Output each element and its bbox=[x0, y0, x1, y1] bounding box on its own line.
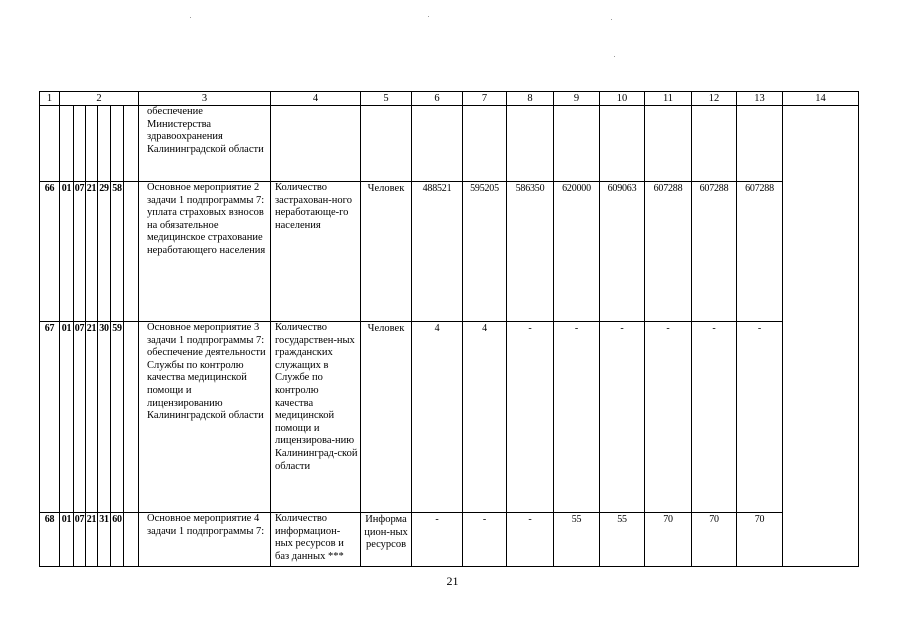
code-cell bbox=[60, 106, 74, 182]
continuation-row bbox=[40, 106, 859, 182]
event-name: Основное мероприятие 4 задачи 1 подпрограммы 7: bbox=[139, 513, 271, 567]
indicator-name: Количество застрахован-ного неработающе-го населения bbox=[271, 182, 361, 322]
value: 4 bbox=[463, 322, 507, 513]
value: - bbox=[507, 513, 554, 567]
header-col-6: 6 bbox=[412, 92, 463, 106]
code-segment: 01 bbox=[60, 182, 74, 322]
code-segment: 21 bbox=[86, 182, 98, 322]
value: 607288 bbox=[645, 182, 692, 322]
code-segment: 58 bbox=[111, 182, 124, 322]
code-cell bbox=[98, 106, 111, 182]
value-cell bbox=[692, 106, 737, 182]
code-segment: 59 bbox=[111, 322, 124, 513]
header-col-7: 7 bbox=[463, 92, 507, 106]
indicator-name: Количество государствен-ных гражданских служащих в Службе по контролю качества медицинской помощи и лицензирова-нию Калининград-ской области bbox=[271, 322, 361, 513]
code-segment: 60 bbox=[111, 513, 124, 567]
code-segment: 29 bbox=[98, 182, 111, 322]
col14-cell bbox=[783, 513, 859, 567]
header-col-11: 11 bbox=[645, 92, 692, 106]
code-segment: 07 bbox=[74, 513, 86, 567]
code-segment: 07 bbox=[74, 322, 86, 513]
code-cell bbox=[124, 182, 139, 322]
value-cell bbox=[412, 106, 463, 182]
value: - bbox=[692, 322, 737, 513]
header-col-13: 13 bbox=[737, 92, 783, 106]
program-table bbox=[39, 91, 859, 567]
header-row bbox=[40, 92, 859, 106]
value: 55 bbox=[600, 513, 645, 567]
value: 55 bbox=[554, 513, 600, 567]
code-segment: 31 bbox=[98, 513, 111, 567]
code-cell bbox=[40, 106, 60, 182]
value: - bbox=[463, 513, 507, 567]
value: 620000 bbox=[554, 182, 600, 322]
header-col-3: 3 bbox=[139, 92, 271, 106]
value: - bbox=[600, 322, 645, 513]
code-segment: 01 bbox=[60, 322, 74, 513]
row-number: 66 bbox=[40, 182, 60, 322]
value: 607288 bbox=[692, 182, 737, 322]
code-cell bbox=[124, 513, 139, 567]
table-row bbox=[40, 322, 859, 513]
header-col-8: 8 bbox=[507, 92, 554, 106]
value-cell bbox=[554, 106, 600, 182]
event-name: Основное мероприятие 2 задачи 1 подпрограммы 7: уплата страховых взносов на обязательное медицинское страхование неработающего населения bbox=[139, 182, 271, 322]
value: 586350 bbox=[507, 182, 554, 322]
value: 4 bbox=[412, 322, 463, 513]
value-cell bbox=[507, 106, 554, 182]
header-col-9: 9 bbox=[554, 92, 600, 106]
value: 70 bbox=[737, 513, 783, 567]
code-segment: 07 bbox=[74, 182, 86, 322]
scan-speck bbox=[614, 56, 615, 57]
page-number: 21 bbox=[446, 574, 459, 588]
unit: Человек bbox=[361, 322, 412, 513]
continuation-text: обеспечение Министерства здравоохранения Калининградской области bbox=[139, 106, 271, 182]
value-cell bbox=[463, 106, 507, 182]
code-segment: 21 bbox=[86, 513, 98, 567]
header-col-4: 4 bbox=[271, 92, 361, 106]
event-name: Основное мероприятие 3 задачи 1 подпрограммы 7: обеспечение деятельности Службы по контролю качества медицинской помощи и лицензированию Калининградской области bbox=[139, 322, 271, 513]
scan-speck bbox=[190, 17, 191, 18]
col14-cell bbox=[783, 182, 859, 322]
header-col-2: 2 bbox=[60, 92, 139, 106]
value: 70 bbox=[645, 513, 692, 567]
row-number: 67 bbox=[40, 322, 60, 513]
code-cell bbox=[86, 106, 98, 182]
row-number: 68 bbox=[40, 513, 60, 567]
value: - bbox=[412, 513, 463, 567]
value: 488521 bbox=[412, 182, 463, 322]
col14-cell bbox=[783, 322, 859, 513]
value: 595205 bbox=[463, 182, 507, 322]
code-segment: 01 bbox=[60, 513, 74, 567]
code-segment: 30 bbox=[98, 322, 111, 513]
indicator-name: Количество информацион-ных ресурсов и баз данных *** bbox=[271, 513, 361, 567]
unit: Человек bbox=[361, 182, 412, 322]
header-col-10: 10 bbox=[600, 92, 645, 106]
table-row bbox=[40, 513, 859, 567]
value: 70 bbox=[692, 513, 737, 567]
scan-speck bbox=[611, 19, 612, 20]
table-row bbox=[40, 182, 859, 322]
header-col-5: 5 bbox=[361, 92, 412, 106]
value: 609063 bbox=[600, 182, 645, 322]
code-segment: 21 bbox=[86, 322, 98, 513]
code-cell bbox=[124, 106, 139, 182]
header-col-1: 1 bbox=[40, 92, 60, 106]
code-cell bbox=[74, 106, 86, 182]
unit-cell bbox=[361, 106, 412, 182]
col14-cell bbox=[783, 106, 859, 182]
scan-speck bbox=[428, 16, 429, 17]
indicator-cell bbox=[271, 106, 361, 182]
value: - bbox=[645, 322, 692, 513]
value-cell bbox=[600, 106, 645, 182]
value-cell bbox=[645, 106, 692, 182]
value-cell bbox=[737, 106, 783, 182]
value: - bbox=[737, 322, 783, 513]
code-cell bbox=[124, 322, 139, 513]
value: - bbox=[507, 322, 554, 513]
header-col-14: 14 bbox=[783, 92, 859, 106]
value: 607288 bbox=[737, 182, 783, 322]
unit: Информа цион-ных ресурсов bbox=[361, 513, 412, 567]
value: - bbox=[554, 322, 600, 513]
program-table-container bbox=[39, 91, 859, 567]
header-col-12: 12 bbox=[692, 92, 737, 106]
code-cell bbox=[111, 106, 124, 182]
